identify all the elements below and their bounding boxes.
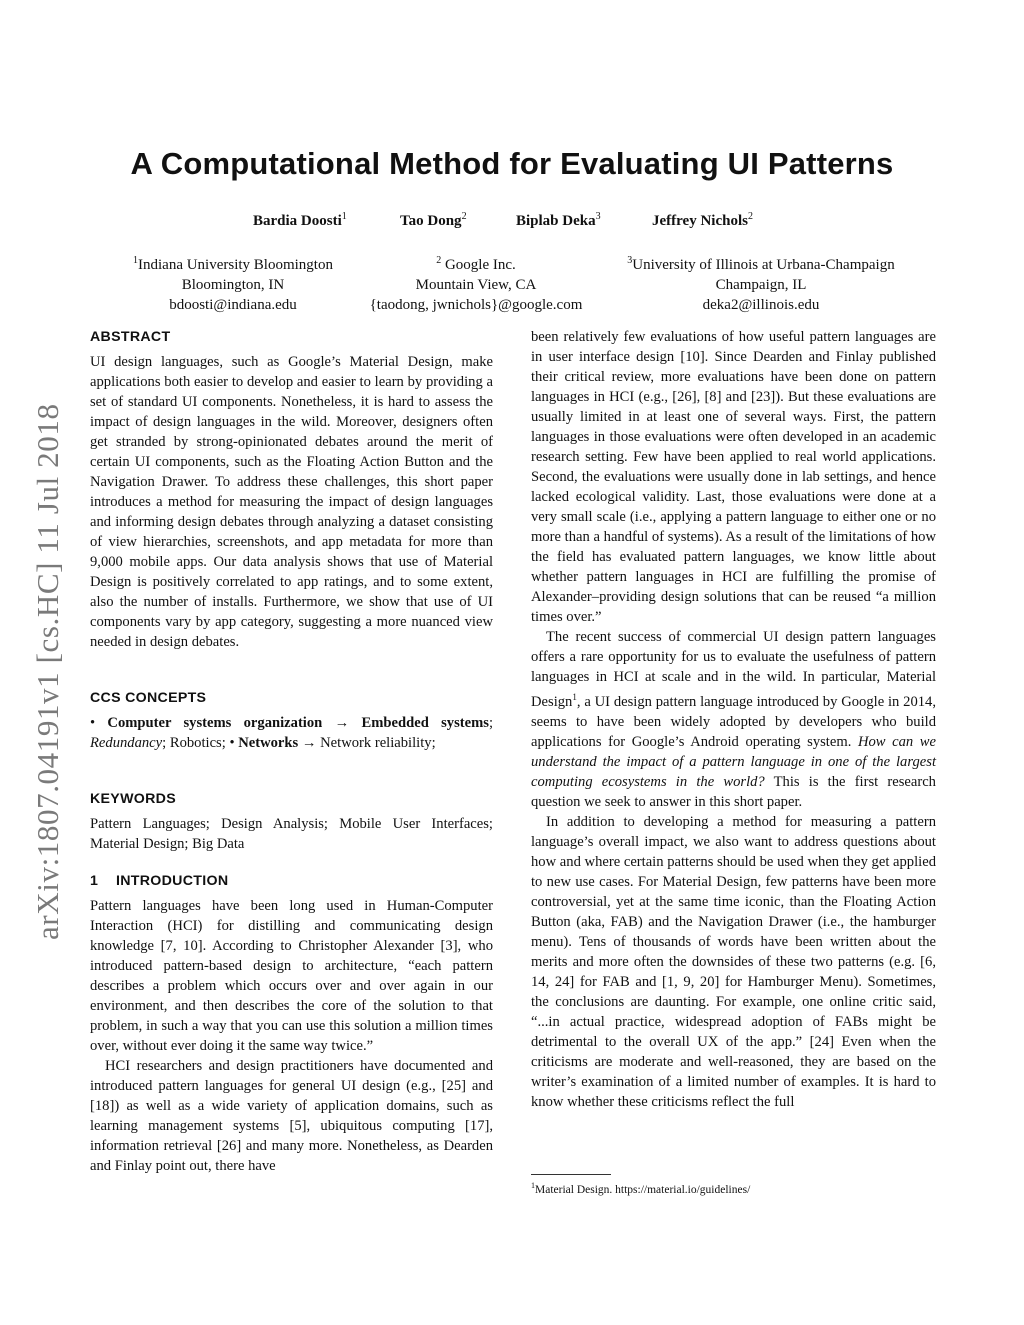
author-list: [0, 211, 1024, 233]
arxiv-stamp: arXiv:1807.04191v1 [cs.HC] 11 Jul 2018: [30, 403, 65, 940]
body-paragraph: The recent success of commercial UI design pattern languages offers a rare opportunity for us to evaluate the usefulness of pattern languages in HCI at scale and in the wild. In particular, Material Design$^1$, a UI design pattern language introduced by Google in 2014, seems to have been widely adopted by developers who build applications for Google’s Android operating system. How can we understand the impact of a pattern language in one of the largest computing ecosystems in the world? This is the first research question we seek to answer in this short paper.: [531, 629, 936, 810]
intro-paragraph: HCI researchers and design practitioners have documented and introduced pattern languages for general UI design (e.g., [25] and [18]) as well as a wide variety of application domains, such as learning management systems [5], ubiquitous computing [17], information retrieval [26] and many more. Nonetheless, as Dearden and Finlay point out, there have: [90, 1058, 493, 1174]
body-paragraph: been relatively few evaluations of how useful pattern languages are in user interface design [10]. Since Dearden and Finlay published their critical review, more evaluations have been done on pattern languages in HCI (e.g., [26], [8] and [23]). But these evaluations are usually limited in at least one of several ways. First, the pattern languages in those evaluations were often developed in an academic research setting. Few have been applied to real world applications. Second, the evaluations were usually done in lab settings, and hence lacked ecological validity. Last, those evaluations were done at a very small scale (i.e., applying a pattern language to either one or no more than a handful of systems). As a result of the limitations of how the field has evaluated pattern languages, we know little about whether pattern languages in HCI are fulfilling the promise of Alexander–providing design solutions that can be reused “a million times over.”: [531, 329, 936, 625]
keywords-text: Pattern Languages; Design Analysis; Mobile User Interfaces; Material Design; Big Data: [90, 816, 493, 852]
footnote-divider: [531, 1174, 611, 1175]
affiliation: $^1$Indiana University Bloomington Bloomington, IN bdoosti@indiana.edu: [133, 255, 333, 313]
introduction-heading: 1 INTRODUCTION: [90, 873, 229, 889]
paper-title: A Computational Method for Evaluating UI Patterns: [130, 146, 894, 181]
author-name: Jeffrey Nichols$^2$: [652, 211, 753, 229]
affiliation: $^2$ Google Inc. Mountain View, CA {taodong, jwnichols}@google.com: [369, 255, 583, 313]
abstract-section: [90, 327, 493, 652]
ccs-section: [90, 688, 493, 753]
keywords-heading: KEYWORDS: [90, 791, 176, 807]
author-name: Tao Dong$^2$: [400, 211, 467, 229]
body-paragraph: In addition to developing a method for measuring a pattern language’s overall impact, we also want to address questions about how and where certain patterns should be used when they get applied to new use cases. For Material Design, few patterns have been more controversial, yet at the same time iconic, than the Floating Action Button (aka, FAB) and the Navigation Drawer (i.e., the hamburger menu). Tens of thousands of words have been written about the merits and more often the downsides of these two patterns (e.g. [6, 14, 24] for FAB and [1, 9, 20] for Hamburger Menu). Sometimes, the conclusions are daunting. For example, one online critic said, “...in actual practice, widespread adoption of FABs might be detrimental to the overall UX of the app.” [24] Even when the criticisms are moderate and well-reasoned, they are based on the writer’s examination of a limited number of examples. It is hard to know whether these criticisms reflect the full: [531, 813, 936, 1110]
right-column: [531, 327, 936, 1112]
affiliation: $^3$University of Illinois at Urbana-Champaign Champaign, IL deka2@illinois.edu: [627, 255, 895, 313]
author-name: Biplab Deka$^3$: [516, 211, 601, 229]
ccs-heading: CCS CONCEPTS: [90, 690, 207, 706]
intro-paragraph: Pattern languages have been long used in Human-Computer Interaction (HCI) for distilling and communicating design knowledge [7, 10]. According to Christopher Alexander [3], who introduced pattern-based design to architecture, “each pattern describes a problem which occurs over and over again in our environment, and then describes the core of the solution to that problem, in such a way that you can use this solution a million times over, without ever doing it the same way twice.”: [90, 898, 493, 1054]
author-name: Bardia Doosti$^1$: [253, 211, 347, 229]
footnote: $^1$Material Design. https://material.io/guidelines/: [531, 1181, 751, 1196]
ccs-text: • Computer systems organization → Embedded systems; Redundancy; Robotics; • Networks → Network reliability;: [90, 715, 494, 751]
abstract-heading: ABSTRACT: [90, 329, 171, 345]
keywords-section: [90, 789, 493, 854]
introduction-section: [90, 871, 493, 1176]
abstract-text: UI design languages, such as Google’s Material Design, make applications both easier to develop and easier to learn by providing a set of standard UI components. Nonetheless, it is hard to assess the impact of design languages in the wild. Moreover, designers often get stranded by strong-opinionated debates around the merit of certain UI components, such as the Floating Action Button and the Navigation Drawer. To address these challenges, this short paper introduces a method for measuring the impact of design languages and informing design debates through analyzing a dataset consisting of view hierarchies, screenshots, and app metadata for more than 9,000 mobile apps. Our data analysis shows that use of Material Design is positively correlated to app ratings, and to some extent, also the number of installs. Furthermore, we show that use of UI components vary by app category, suggesting a more nuanced view needed in design debates.: [90, 354, 493, 650]
footnote-ref[interactable]: 1: [572, 692, 577, 702]
